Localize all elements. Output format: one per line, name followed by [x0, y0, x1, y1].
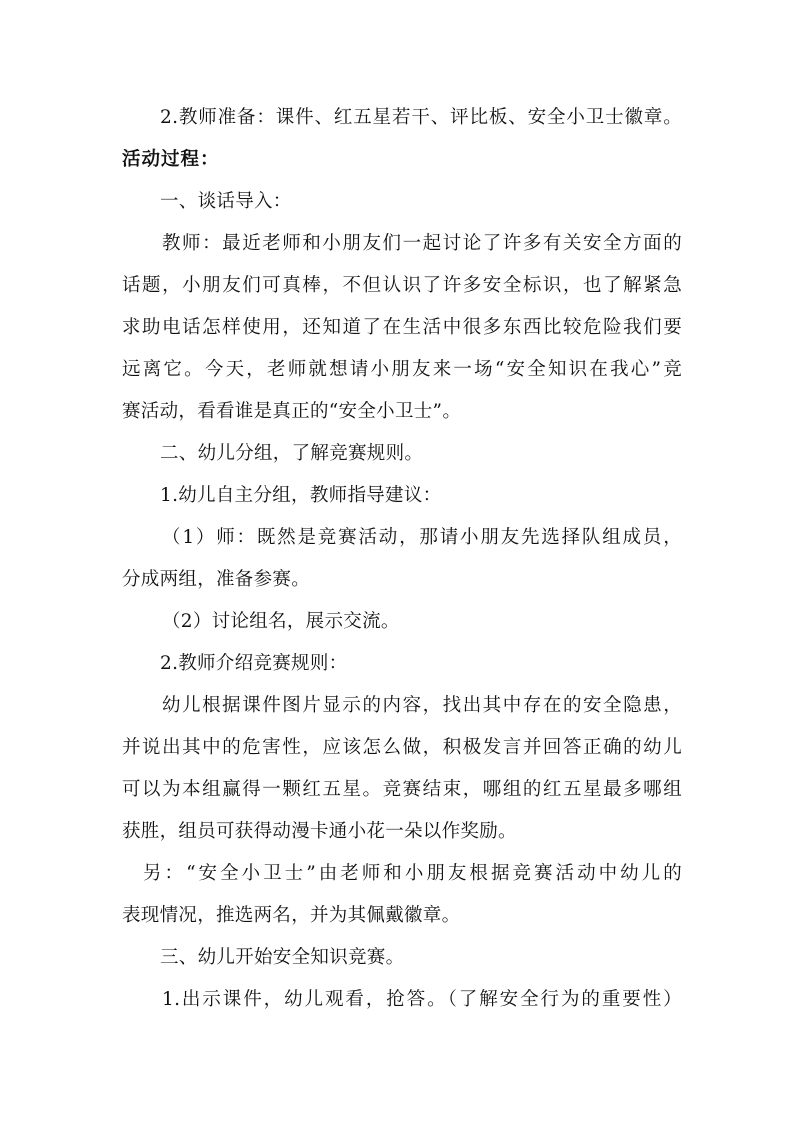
text-line: 获胜，组员可获得动漫卡通小花一朵以作奖励。: [122, 821, 517, 842]
text-line: 二、幼儿分组，了解竞赛规则。: [160, 443, 424, 464]
text-line: 1.幼儿自主分组，教师指导建议：: [160, 485, 442, 506]
text-line: 分成两组，准备参赛。: [122, 569, 311, 590]
text-line: 2.教师准备：课件、红五星若干、评比板、安全小卫士徽章。: [160, 107, 682, 128]
text-line: 话题，小朋友们可真棒，不但认识了许多安全标识，也了解紧急: [122, 275, 682, 296]
text-line: 2.教师介绍竞赛规则：: [160, 653, 348, 674]
text-line: 一、谈话导入：: [160, 191, 292, 212]
text-line: 另：“安全小卫士”由老师和小朋友根据竞赛活动中幼儿的: [143, 863, 682, 884]
text-line: 表现情况，推选两名，并为其佩戴徽章。: [122, 905, 461, 926]
text-line: （2）讨论组名，展示交流。: [162, 611, 400, 632]
text-line: 并说出其中的危害性，应该怎么做，积极发言并回答正确的幼儿: [122, 737, 682, 758]
text-line: 赛活动，看看谁是真正的“安全小卫士”。: [122, 401, 462, 422]
text-line: 教师：最近老师和小朋友们一起讨论了许多有关安全方面的: [162, 233, 682, 254]
text-line: 求助电话怎样使用，还知道了在生活中很多东西比较危险我们要: [122, 317, 682, 338]
text-line: 三、幼儿开始安全知识竞赛。: [160, 947, 405, 968]
text-line: 1.出示课件，幼儿观看，抢答。（了解安全行为的重要性）: [162, 989, 682, 1010]
text-line: （1）师：既然是竞赛活动，那请小朋友先选择队组成员，: [162, 527, 682, 548]
text-line: 远离它。今天，老师就想请小朋友来一场“安全知识在我心”竞: [122, 359, 682, 380]
text-line: 幼儿根据课件图片显示的内容，找出其中存在的安全隐患，: [162, 695, 682, 716]
section-heading: 活动过程：: [122, 149, 220, 170]
text-line: 可以为本组赢得一颗红五星。竞赛结束，哪组的红五星最多哪组: [122, 779, 682, 800]
